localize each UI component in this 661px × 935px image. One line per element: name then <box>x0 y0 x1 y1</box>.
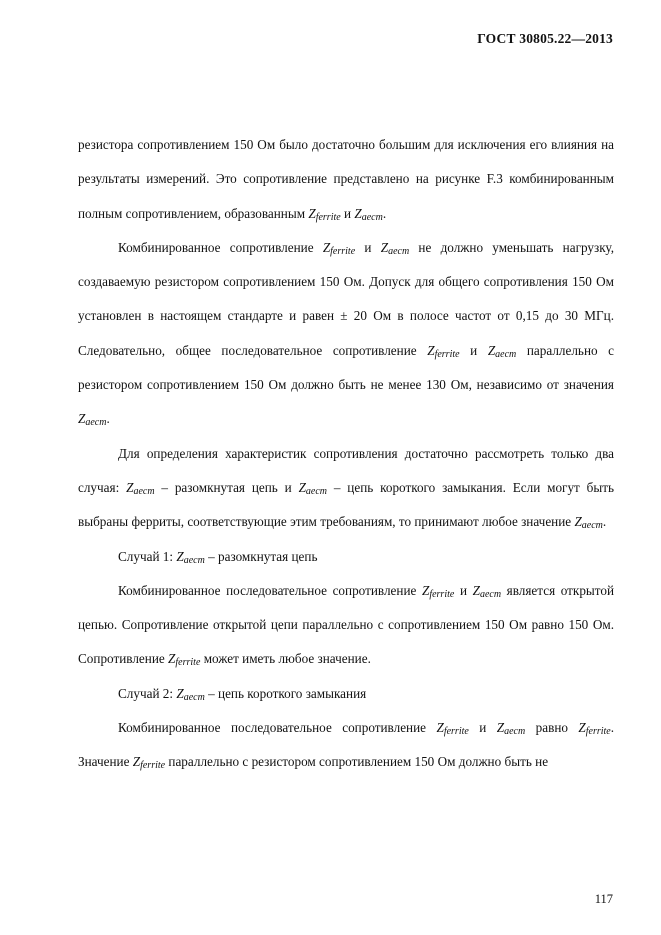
z-aecm-symbol: $Z_{aecm}$ <box>574 514 603 532</box>
paragraph-4 <box>78 574 614 677</box>
text: Комбинированное сопротивление <box>118 239 314 255</box>
text: и <box>479 720 487 736</box>
text: – разомкнутая цепь и <box>161 479 292 495</box>
text: и <box>344 205 352 221</box>
text: параллельно с резистором сопротивлением 150 Ом должно быть не <box>168 754 549 770</box>
text: и <box>470 342 478 358</box>
z-aecm-symbol: $Z_{aecm}$ <box>176 685 205 703</box>
z-aecm-symbol: $Z_{aecm}$ <box>176 548 205 566</box>
document-code: ГОСТ 30805.22—2013 <box>477 31 613 46</box>
z-aecm-symbol: $Z_{aecm}$ <box>298 479 328 497</box>
z-ferrite-symbol: $Z_{ferrite}$ <box>427 342 460 360</box>
text: и <box>364 239 372 255</box>
z-ferrite-symbol: $Z_{ferrite}$ <box>168 651 201 669</box>
text: параллельно с резистором сопротивлением 150 Ом должно быть не менее 130 Ом, независимо от значения <box>78 342 615 393</box>
paragraph-5 <box>78 711 614 780</box>
z-aecm-symbol: $Z_{aecm}$ <box>78 411 107 429</box>
z-aecm-symbol: $Z_{aecm}$ <box>380 239 410 257</box>
page-number: 117 <box>594 892 613 906</box>
z-ferrite-symbol: $Z_{ferrite}$ <box>308 205 341 223</box>
case-2-heading <box>78 677 614 711</box>
text: Комбинированное последовательное сопротивление <box>118 582 417 598</box>
text: является открытой цепью. Сопротивление открытой цепи параллельно с сопротивлением 150 Ом равно 150 Ом. Сопротивление <box>78 582 615 667</box>
document-body <box>78 128 614 780</box>
text: может иметь любое значение. <box>203 651 371 667</box>
text: Случай 1: <box>118 548 174 564</box>
text: – цепь короткого замыкания. Если могут быть выбраны ферриты, соответствующие этим требованиям, то принимают любое значение <box>78 479 614 530</box>
z-ferrite-symbol: $Z_{ferrite}$ <box>132 754 166 772</box>
text: и <box>459 582 467 598</box>
text: Для определения характеристик сопротивления достаточно рассмотреть только два случая: <box>78 445 614 495</box>
z-ferrite-symbol: $Z_{ferrite}$ <box>322 239 356 257</box>
text: не должно уменьшать нагрузку, создаваемую резистором сопротивлением 150 Ом. Допуск для общего сопротивления 150 Ом установлен в настоящем стандарте и равен ± 20 Ом в полосе частот от 0,15 до 30 МГц. Следовательно, общее последовательное сопротивление <box>78 239 615 358</box>
z-aecm-symbol: $Z_{aecm}$ <box>126 479 155 497</box>
text: резистора сопротивлением 150 Ом было достаточно большим для исключения его влияния на результаты измерений. Это сопротивление представлено на рисунке F.3 комбинированным полным сопротивлением, образованным <box>78 137 614 221</box>
z-aecm-symbol: $Z_{aecm}$ <box>472 582 502 600</box>
text: . <box>602 514 607 530</box>
text: – цепь короткого замыкания <box>208 685 367 701</box>
text: . Значение <box>78 720 615 770</box>
text: . <box>106 411 110 427</box>
case-1-heading <box>78 540 614 574</box>
z-aecm-symbol: $Z_{aecm}$ <box>354 205 383 223</box>
text: равно <box>535 720 568 736</box>
z-ferrite-symbol: $Z_{ferrite}$ <box>436 720 469 738</box>
paragraph-2 <box>78 231 614 437</box>
z-ferrite-symbol: $Z_{ferrite}$ <box>421 582 455 600</box>
paragraph-1 <box>78 128 614 231</box>
z-aecm-symbol: $Z_{aecm}$ <box>487 342 517 360</box>
paragraph-3 <box>78 437 614 540</box>
z-ferrite-symbol: $Z_{ferrite}$ <box>578 720 611 738</box>
text: . <box>382 205 387 221</box>
text: – разомкнутая цепь <box>208 548 318 564</box>
text: Случай 2: <box>118 685 174 701</box>
z-aecm-symbol: $Z_{aecm}$ <box>496 720 526 738</box>
text: Комбинированное последовательное сопротивление <box>118 720 427 736</box>
